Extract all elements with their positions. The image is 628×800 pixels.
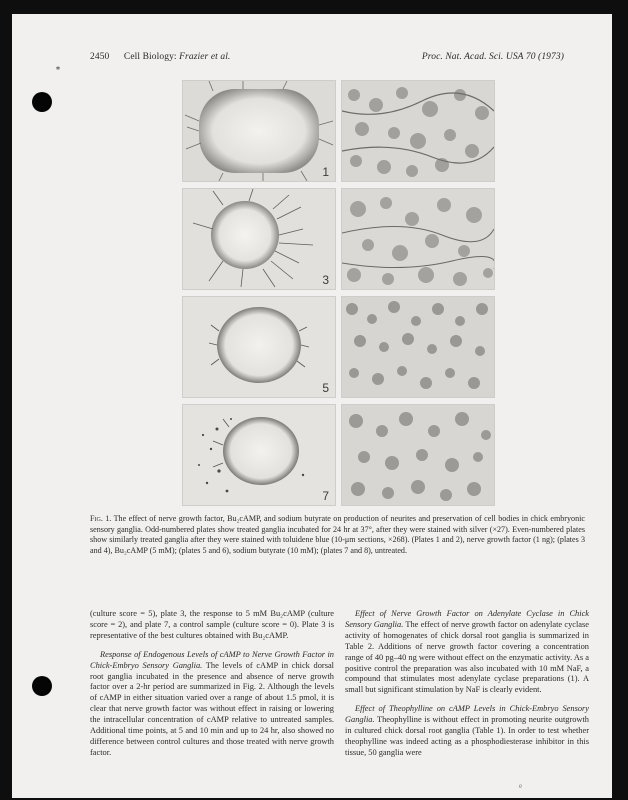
side-mark: ⁎	[56, 63, 60, 72]
plate-3	[182, 188, 336, 290]
ganglion-sodium-butyrate-image	[183, 297, 335, 397]
plate-1	[182, 80, 336, 182]
authors: Frazier et al.	[179, 52, 231, 62]
caption-text: The effect of nerve growth factor, Bu₂cAMP, and sodium butyrate on production of neurites and preservation of cell bodies in chick embryonic sensory ganglia. Odd-numbered plates show treated ganglia incubated for 24 hr at 37°, after they were stained with silver (×27). Even-numbered plates show similarly treated ganglia after they were stained with toluidene blue (10-μm sections, ×268). (Plates 1 and 2), nerve growth factor (1 ng); (plates 3 and 4), Bu₂cAMP (5 mM); (plates 5 and 6), sodium butyrate (10 mM); (plates 7 and 8), untreated.	[90, 514, 585, 555]
plate-4	[341, 188, 495, 290]
paragraph	[345, 609, 589, 696]
left-column	[90, 609, 334, 767]
plate-6	[341, 296, 495, 398]
ganglion-bu2camp-image	[183, 189, 335, 289]
paragraph: (culture score = 5), plate 3, the response to 5 mM Bu₂cAMP (culture score = 2), and plate 7, a control sample (culture score = 0). Plate 3 is representative of the best cultures obtained with Bu₂cAMP.	[90, 609, 334, 640]
plate-2	[341, 80, 495, 182]
section-title: Cell Biology:	[123, 52, 177, 62]
paragraph-body: Theophylline is without effect in promoting neurite outgrowth in cultured chick dorsal root ganglia (Table 1). In order to test whether theophylline was indeed acting as a phosphodiesterase inhibitor in this tissue, 50 ganglia were	[345, 715, 589, 757]
plate-5	[182, 296, 336, 398]
binder-hole-top	[32, 92, 52, 112]
paragraph-body: The effect of nerve growth factor on adenylate cyclase activity of homogenates of chick dorsal root ganglia is summarized in Table 2. Additions of nerve growth factor covering a concentration range of 40 pg–40 ng were without effect on the enzymatic activity. As a positive control the preparation was also incubated with 10 mM NaF, a compound that stimulates most adenylate cyclase preparations (1). A small but significant stimulation by NaF is clearly evident.	[345, 619, 590, 695]
ganglion-nerve-growth-factor-image	[183, 81, 335, 181]
right-column	[345, 609, 589, 767]
plate-number-5: 5	[322, 381, 329, 395]
plate-number-7: 7	[322, 489, 329, 503]
section-heading: Effect of Nerve Growth Factor on Adenylate Cyclase in Chick Sensory Ganglia.	[345, 609, 589, 629]
plate-number-1: 1	[322, 165, 329, 179]
section-heading: Effect of Theophylline on cAMP Levels in Chick-Embryo Sensory Ganglia.	[345, 704, 589, 725]
binder-hole-bottom	[32, 676, 52, 696]
stained-section-image	[342, 189, 494, 289]
page-number: 2450	[90, 52, 110, 62]
plate-8	[341, 404, 495, 506]
ganglion-untreated-image	[183, 405, 335, 505]
plate-number-3: 3	[322, 273, 329, 287]
figure-caption	[90, 514, 585, 556]
paragraph-body: The levels of cAMP in chick dorsal root ganglia incubated in the presence and absence of nerve growth factor over a 2-hr period are summarized in Fig. 2. Although the levels of cAMP in either situation varied over a range of about 1.5 pmol, it is clear that nerve growth factor was without effect in raising or lowering the intracellular concentration of cAMP relative to untreated samples. Additional time points, at 5 and 10 min and up to 24 hr, also showed no difference between control cultures and those treated with nerve growth factor.	[90, 660, 334, 757]
section-heading: Response of Endogenous Levels of cAMP to Nerve Growth Factor in Chick-Embryo Sensory Ganglia.	[90, 649, 334, 670]
stained-section-image	[342, 81, 494, 181]
bottom-mark: e	[519, 782, 523, 790]
journal-citation: Proc. Nat. Acad. Sci. USA 70 (1973)	[421, 52, 564, 62]
figure-label: Fig. 1.	[90, 514, 112, 523]
stained-section-image	[342, 297, 494, 397]
journal-page	[12, 14, 612, 798]
paragraph	[345, 704, 589, 759]
plate-7	[182, 404, 336, 506]
paragraph	[90, 650, 334, 759]
figure-1	[182, 80, 495, 506]
stained-section-image	[342, 405, 494, 505]
